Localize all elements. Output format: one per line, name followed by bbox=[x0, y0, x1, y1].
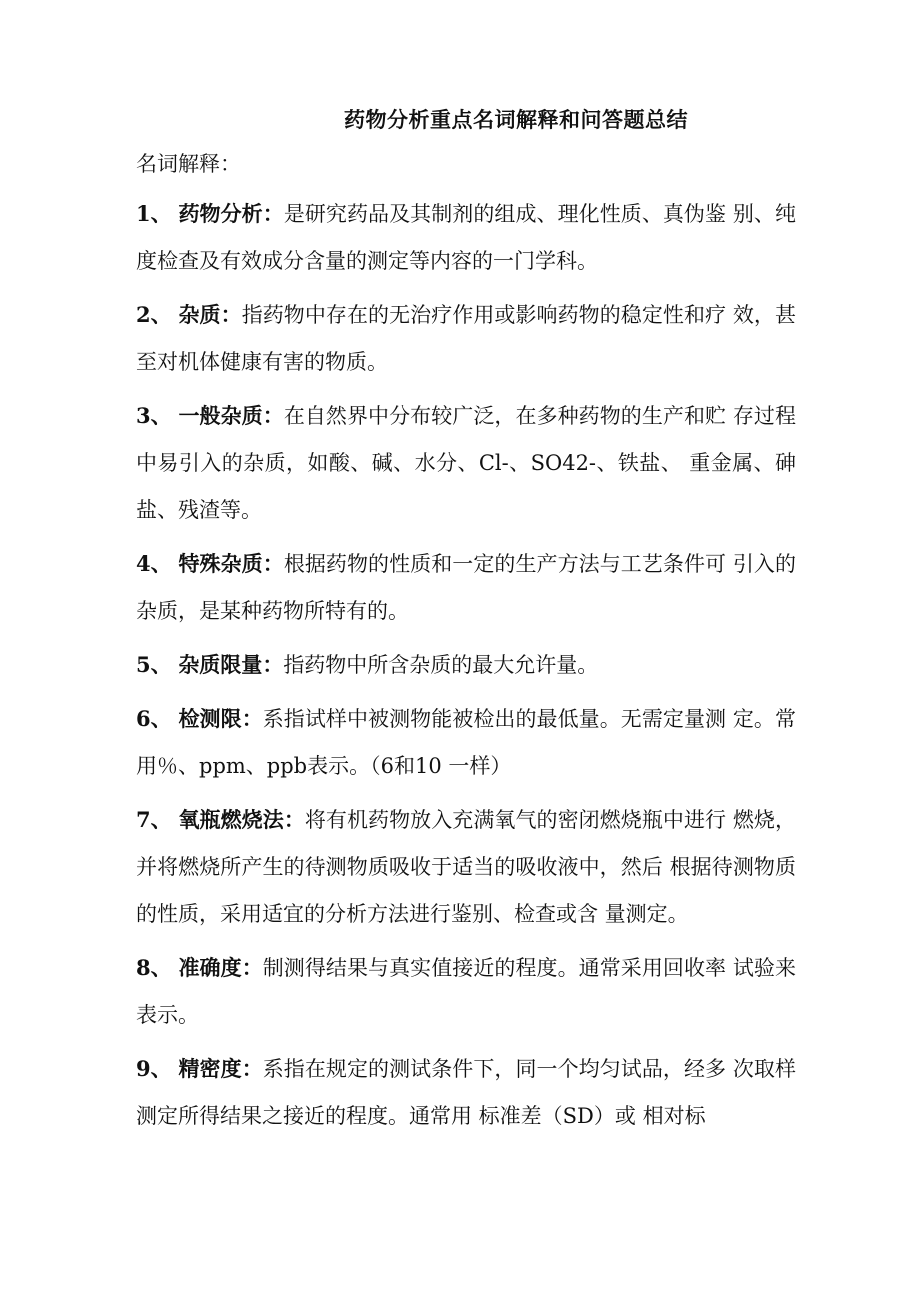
entry-definition: 制测得结果与真实值接近的程度。通常采用回收率 试验来表示。 bbox=[136, 956, 796, 1027]
entry-definition: 在自然界中分布较广泛，在多种药物的生产和贮 存过程中易引入的杂质，如酸、碱、水分、Cl-、SO42-、铁盐、 重金属、砷盐、残渣等。 bbox=[136, 404, 796, 522]
entry-number: 5、 bbox=[136, 652, 172, 677]
definition-entry-3: 3、 一般杂质：在自然界中分布较广泛，在多种药物的生产和贮 存过程中易引入的杂质，如酸、碱、水分、Cl-、SO42-、铁盐、 重金属、砷盐、残渣等。 bbox=[136, 403, 796, 522]
entry-term: 检测限 bbox=[178, 706, 242, 731]
entry-number: 7、 bbox=[136, 807, 172, 832]
entry-term: 杂质限量 bbox=[178, 652, 263, 677]
definition-list bbox=[136, 190, 796, 1140]
entry-number: 2、 bbox=[136, 302, 172, 327]
section-label: 名词解释： bbox=[136, 152, 241, 176]
entry-definition: 系指在规定的测试条件下，同一个均匀试品，经多 次取样测定所得结果之接近的程度。通常用 标准差（SD）或 相对标 bbox=[136, 1057, 796, 1128]
document-title: 药物分析重点名词解释和问答题总结 bbox=[344, 107, 688, 132]
entry-number: 3、 bbox=[136, 403, 172, 428]
entry-definition: 是研究药品及其制剂的组成、理化性质、真伪鉴 别、纯度检查及有效成分含量的测定等内容的一门学科。 bbox=[136, 202, 796, 273]
entry-term: 准确度 bbox=[178, 955, 242, 980]
definition-entry-7: 7、 氧瓶燃烧法：将有机药物放入充满氧气的密闭燃烧瓶中进行 燃烧，并将燃烧所产生的待测物质吸收于适当的吸收液中，然后 根据待测物质的性质，采用适宜的分析方法进行鉴别、检查或含 量测定。 bbox=[136, 807, 796, 926]
entry-term: 氧瓶燃烧法 bbox=[178, 807, 284, 832]
entry-definition: 根据药物的性质和一定的生产方法与工艺条件可 引入的杂质，是某种药物所特有的。 bbox=[136, 552, 796, 623]
entry-term: 精密度 bbox=[178, 1056, 242, 1081]
entry-number: 1、 bbox=[136, 201, 172, 226]
entry-term: 一般杂质 bbox=[178, 403, 263, 428]
entry-term: 特殊杂质 bbox=[178, 551, 263, 576]
definition-entry-1: 1、 药物分析：是研究药品及其制剂的组成、理化性质、真伪鉴 别、纯度检查及有效成分含量的测定等内容的一门学科。 bbox=[136, 201, 796, 273]
entry-number: 8、 bbox=[136, 955, 172, 980]
entry-term: 药物分析 bbox=[178, 201, 263, 226]
entry-number: 4、 bbox=[136, 551, 172, 576]
entry-term: 杂质 bbox=[178, 302, 221, 327]
definition-entry-8: 8、 准确度：制测得结果与真实值接近的程度。通常采用回收率 试验来表示。 bbox=[136, 955, 796, 1027]
entry-definition: 系指试样中被测物能被检出的最低量。无需定量测 定。常用％、ppm、ppb表示。（6和10 一样） bbox=[136, 707, 796, 778]
entry-definition: 指药物中存在的无治疗作用或影响药物的稳定性和疗 效，甚至对机体健康有害的物质。 bbox=[136, 303, 796, 374]
entry-number: 6、 bbox=[136, 706, 172, 731]
definition-entry-9: 9、 精密度：系指在规定的测试条件下，同一个均匀试品，经多 次取样测定所得结果之接近的程度。通常用 标准差（SD）或 相对标 bbox=[136, 1056, 796, 1128]
definition-entry-5: 5、 杂质限量：指药物中所含杂质的最大允许量。 bbox=[136, 652, 599, 677]
entry-number: 9、 bbox=[136, 1056, 172, 1081]
definition-entry-2: 2、 杂质：指药物中存在的无治疗作用或影响药物的稳定性和疗 效，甚至对机体健康有害的物质。 bbox=[136, 302, 796, 374]
entry-definition: 指药物中所含杂质的最大允许量。 bbox=[283, 653, 599, 677]
entry-definition: 将有机药物放入充满氧气的密闭燃烧瓶中进行 燃烧，并将燃烧所产生的待测物质吸收于适当的吸收液中，然后 根据待测物质的性质，采用适宜的分析方法进行鉴别、检查或含 量测定。 bbox=[136, 808, 796, 926]
definition-entry-4: 4、 特殊杂质：根据药物的性质和一定的生产方法与工艺条件可 引入的杂质，是某种药物所特有的。 bbox=[136, 551, 796, 623]
definition-entry-6: 6、 检测限：系指试样中被测物能被检出的最低量。无需定量测 定。常用％、ppm、ppb表示。（6和10 一样） bbox=[136, 706, 796, 778]
